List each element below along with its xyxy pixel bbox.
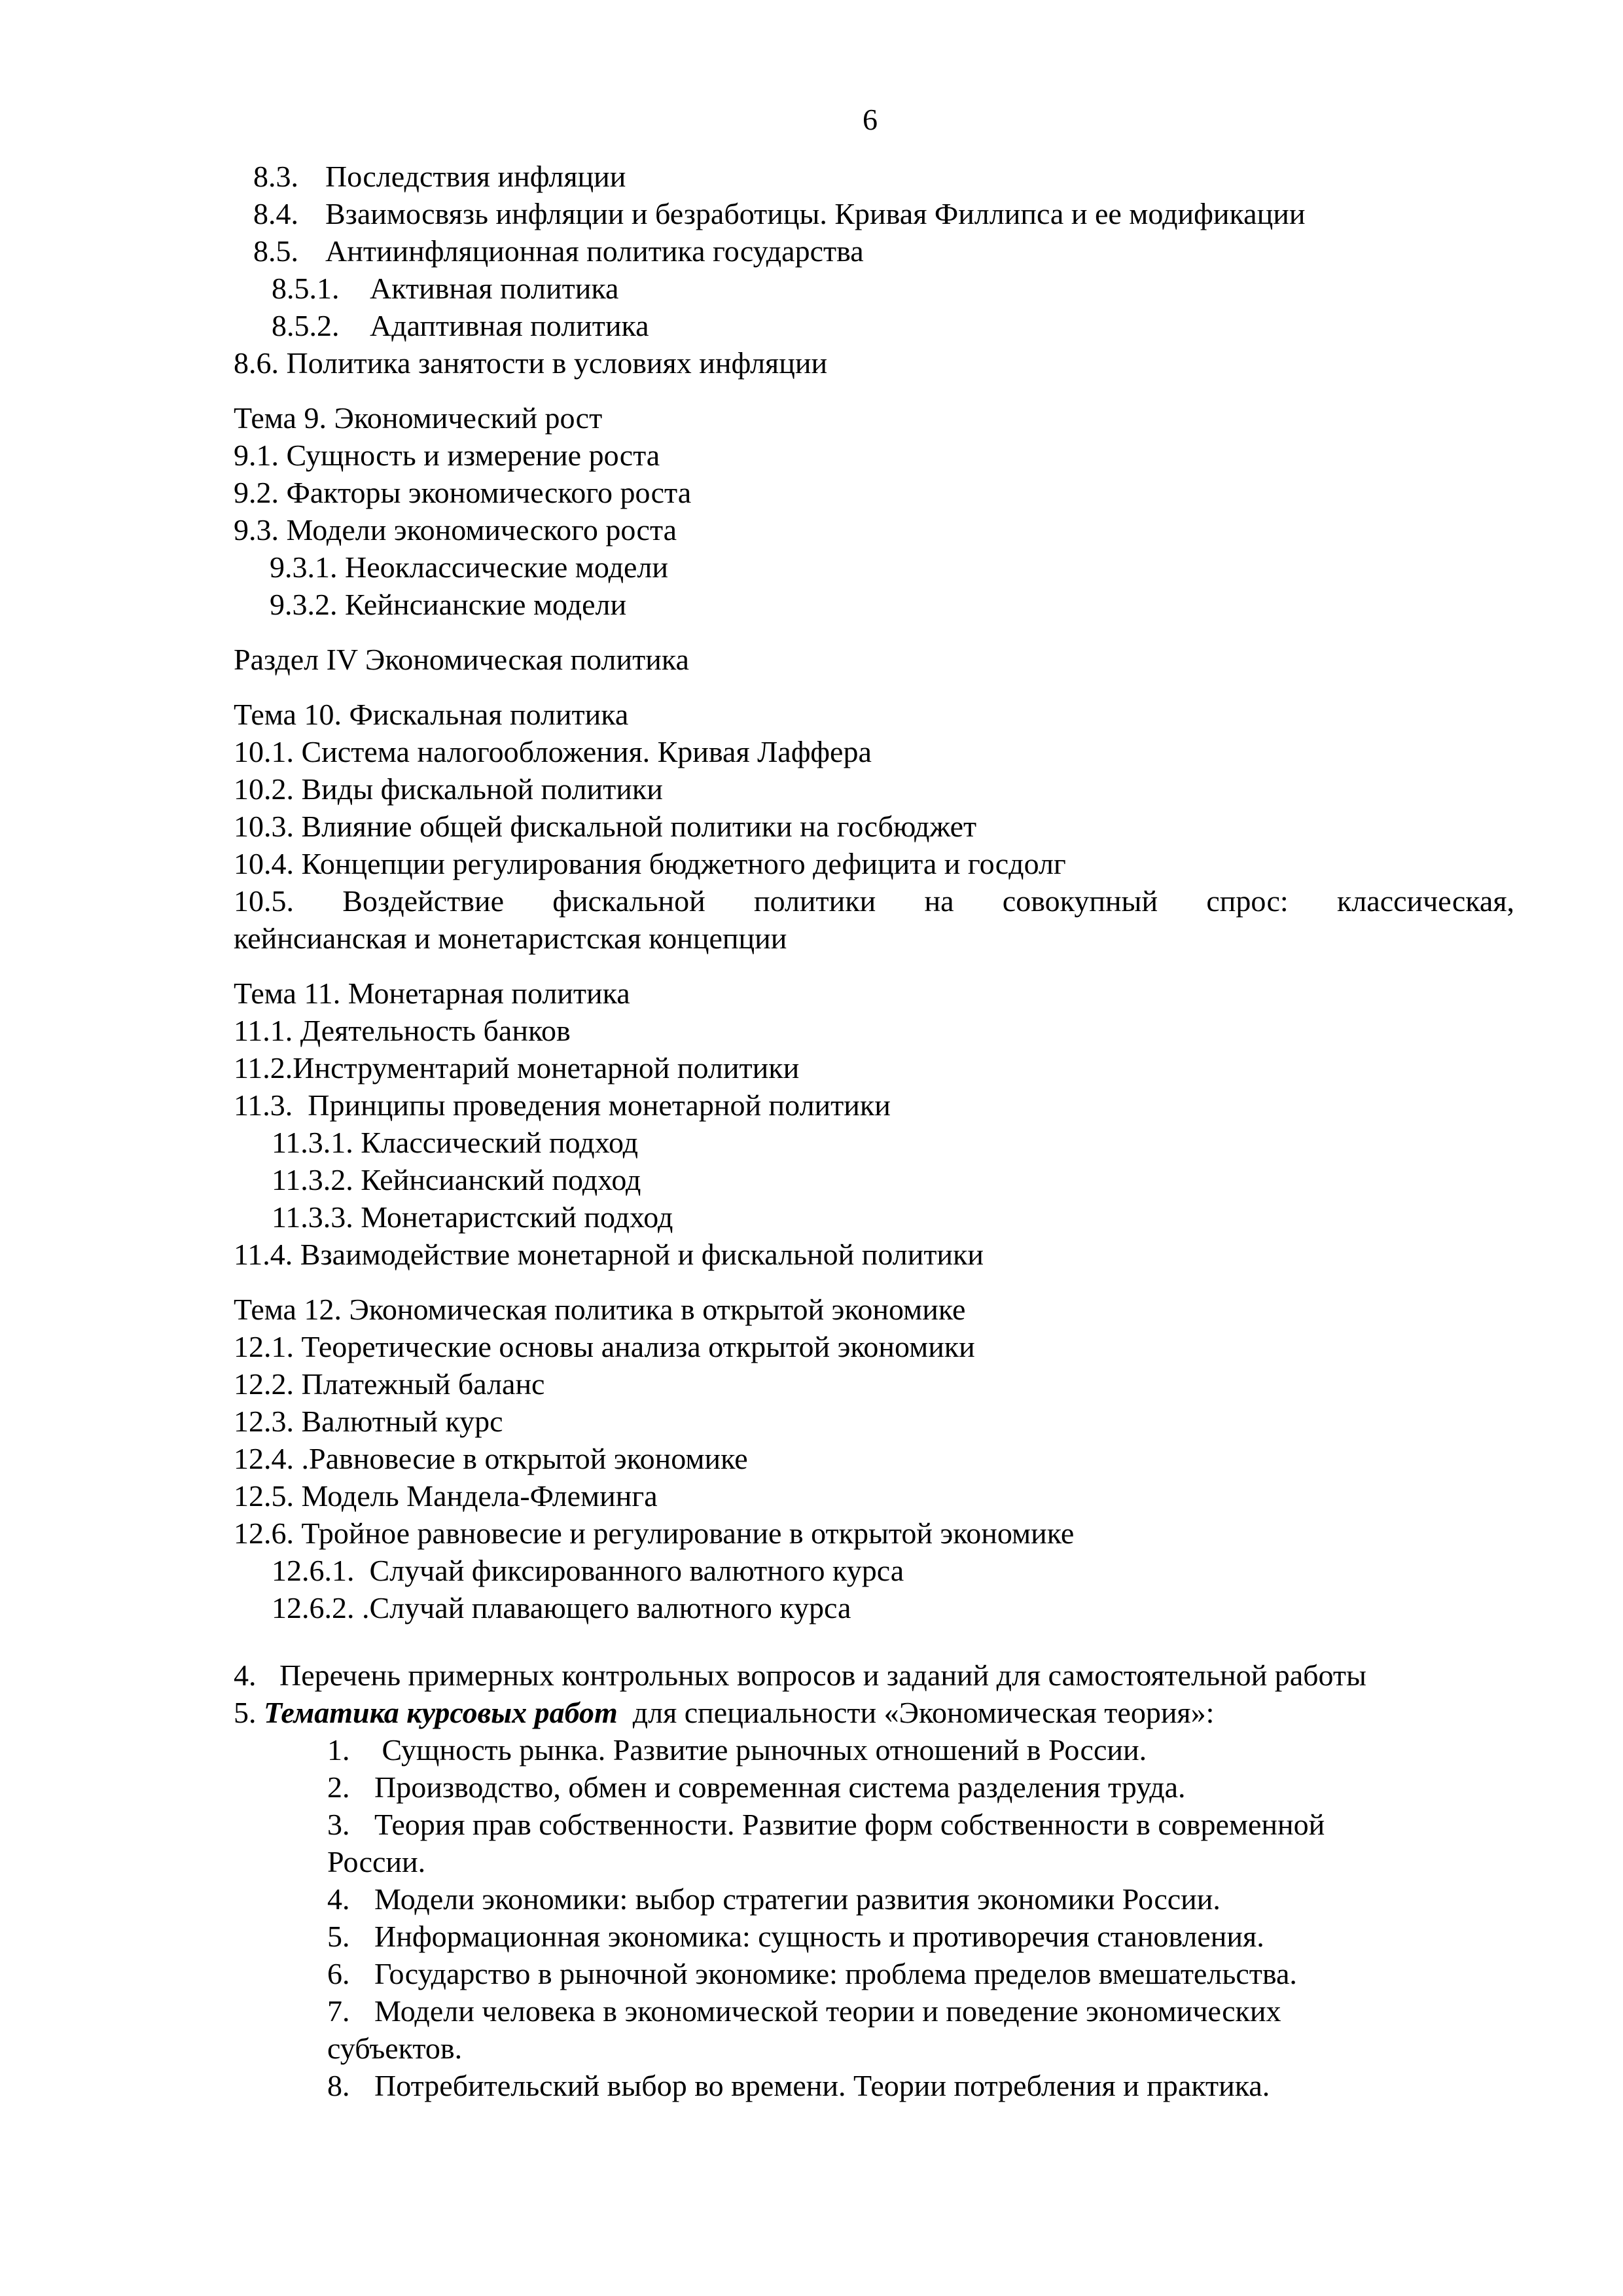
list-item: 10.2. Виды фискальной политики <box>234 772 663 806</box>
course-topic: 8. Потребительский выбор во времени. Теории потребления и практика. <box>327 2069 1270 2102</box>
list-item: 8.6. Политика занятости в условиях инфляции <box>234 346 828 380</box>
list-item: 8.5.2. Адаптивная политика <box>272 309 649 342</box>
course-topic: 1. Сущность рынка. Развитие рыночных отношений в России. <box>327 1733 1147 1767</box>
course-topic: 6. Государство в рыночной экономике: проблема пределов вмешательства. <box>327 1957 1297 1990</box>
list-item: 9.3.2. Кейнсианские модели <box>270 588 627 621</box>
list-item: 12.4. .Равновесие в открытой экономике <box>234 1442 748 1475</box>
list-item: 11.3.2. Кейнсианский подход <box>272 1163 641 1196</box>
list-item: 12.6.2. .Случай плавающего валютного курса <box>272 1591 851 1624</box>
list-item: 12.5. Модель Мандела-Флеминга <box>234 1479 658 1513</box>
list-item: 12.6. Тройное равновесие и регулирование в открытой экономике <box>234 1516 1075 1550</box>
list-item: 11.3.1. Классический подход <box>272 1126 639 1159</box>
list-item: 9.3.1. Неоклассические модели <box>270 550 668 584</box>
list-item: 11.1. Деятельность банков <box>234 1014 571 1047</box>
list-item: 10.4. Концепции регулирования бюджетного дефицита и госдолг <box>234 847 1066 880</box>
list-item-justified: 10.5. Воздействие фискальной политики на совокупный спрос: классическая, <box>234 884 1514 918</box>
page-number: 6 <box>863 103 878 136</box>
section-heading: Раздел IV Экономическая политика <box>234 643 689 676</box>
section-5-heading: 5. Тематика курсовых работ для специальности «Экономическая теория»: <box>234 1696 1215 1729</box>
list-item: 11.2.Инструментарий монетарной политики <box>234 1051 800 1085</box>
list-item: 8.5.1. Активная политика <box>272 272 619 305</box>
list-item: 12.2. Платежный баланс <box>234 1367 545 1401</box>
list-item: 8.5. Антиинфляционная политика государства <box>253 234 864 268</box>
list-item: 9.3. Модели экономического роста <box>234 513 677 547</box>
list-item: 11.4. Взаимодействие монетарной и фискальной политики <box>234 1238 984 1271</box>
list-item: 9.2. Факторы экономического роста <box>234 476 692 509</box>
course-topic: 7. Модели человека в экономической теории и поведение экономических <box>327 1994 1281 2028</box>
section-4-heading: 4. Перечень примерных контрольных вопросов и заданий для самостоятельной работы <box>234 1659 1366 1692</box>
topic-heading: Тема 11. Монетарная политика <box>234 977 630 1010</box>
list-item: 12.3. Валютный курс <box>234 1405 503 1438</box>
topic-heading: Тема 9. Экономический рост <box>234 401 603 435</box>
list-item: 11.3. Принципы проведения монетарной политики <box>234 1088 891 1122</box>
list-item: 10.3. Влияние общей фискальной политики на госбюджет <box>234 810 977 843</box>
list-item: 9.1. Сущность и измерение роста <box>234 439 660 472</box>
topic-heading: Тема 10. Фискальная политика <box>234 698 629 731</box>
course-topic: 5. Информационная экономика: сущность и противоречия становления. <box>327 1920 1264 1953</box>
list-item: 11.3.3. Монетаристский подход <box>272 1200 673 1234</box>
course-topic: 3. Теория прав собственности. Развитие форм собственности в современной <box>327 1808 1325 1841</box>
list-item: 8.4. Взаимосвязь инфляции и безработицы. Кривая Филлипса и ее модификации <box>253 197 1306 230</box>
list-item: 12.1. Теоретические основы анализа открытой экономики <box>234 1330 975 1363</box>
course-topic: 4. Модели экономики: выбор стратегии развития экономики России. <box>327 1882 1221 1916</box>
course-topic-continuation: субъектов. <box>327 2032 463 2065</box>
list-item-continuation: кейнсианская и монетаристская концепции <box>234 922 787 955</box>
list-item: 8.3. Последствия инфляции <box>253 160 626 193</box>
course-topic: 2. Производство, обмен и современная система разделения труда. <box>327 1770 1186 1804</box>
list-item: 12.6.1. Случай фиксированного валютного курса <box>272 1554 904 1587</box>
list-item: 10.1. Система налогообложения. Кривая Лаффера <box>234 735 872 768</box>
topic-heading: Тема 12. Экономическая политика в открытой экономике <box>234 1293 966 1326</box>
course-topic-continuation: России. <box>327 1845 426 1878</box>
